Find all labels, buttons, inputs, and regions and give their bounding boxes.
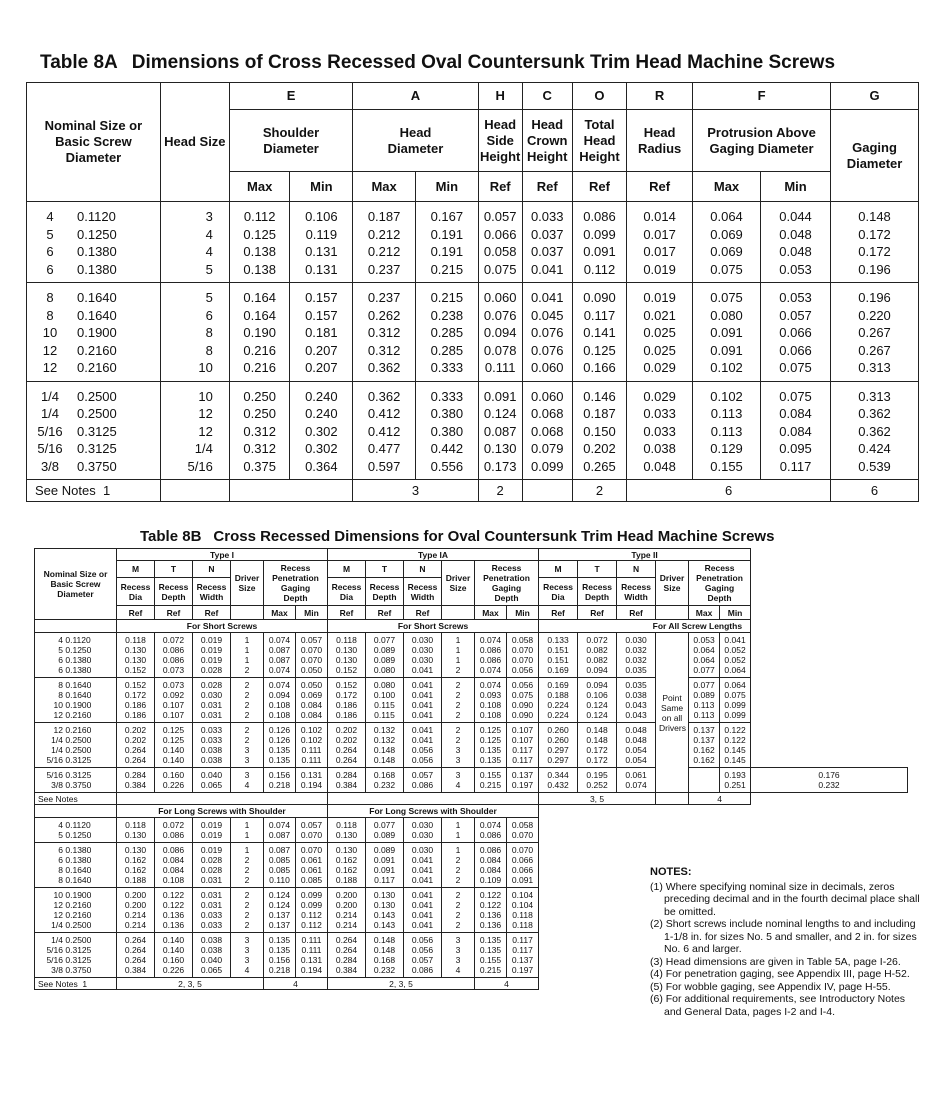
o-cell: 0.090 0.117 0.141 0.125 0.166 xyxy=(583,290,616,375)
t1a-m: M xyxy=(328,561,366,578)
cell: 0.148 0.148 0.172 0.172 xyxy=(586,725,608,765)
cell: 0.030 0.032 0.032 0.035 xyxy=(625,635,647,675)
header-protrusion: Protrusion Above Gaging Diameter xyxy=(693,110,831,172)
header-r-ref: Ref xyxy=(627,172,693,202)
e-max-cell: 0.112 0.125 0.138 0.138 xyxy=(243,209,276,277)
cell: 0.077 0.089 0.089 0.080 xyxy=(373,635,396,675)
table-row-group-2 xyxy=(27,283,919,382)
cell: 0.056 0.075 0.090 0.090 xyxy=(511,680,534,720)
max-label: Max xyxy=(264,606,296,620)
cell: 0.118 0.130 0.130 0.152 xyxy=(335,635,358,675)
cell: 0.099 0.099 0.112 0.112 xyxy=(300,890,323,930)
table-row-short-1 xyxy=(35,633,908,678)
cell: 0.074 0.087 0.087 0.074 xyxy=(268,635,291,675)
table-8a xyxy=(26,82,919,502)
cell: 0.086 0.084 0.084 0.109 xyxy=(479,845,502,885)
dia-cell: 0.1640 0.1640 0.1900 0.2160 0.2160 xyxy=(77,290,117,375)
g-cell: 0.313 0.362 0.362 0.424 0.539 xyxy=(858,388,891,474)
cell: 0.019 0.028 0.028 0.031 xyxy=(200,845,223,885)
e-max-cell: 0.164 0.164 0.190 0.216 0.216 xyxy=(243,290,276,375)
cell: 0.061 0.074 xyxy=(625,770,647,790)
table-row-short-3 xyxy=(35,723,908,768)
header-c-ref: Ref xyxy=(522,172,572,202)
note-item: (6) For additional requirements, see Introductory Notes and General Data, pages I-2 and I-4. xyxy=(650,993,906,1018)
header-head-size: Head Size xyxy=(160,83,229,202)
t2-recess-depth: Recess Depth xyxy=(578,578,617,606)
subheader-short-t1a: For Short Screws xyxy=(328,620,539,633)
cell: 0.104 0.104 0.118 0.118 xyxy=(511,890,534,930)
t8b-header-type1: Type I xyxy=(117,549,328,561)
t2-recess-width: Recess Width xyxy=(617,578,656,606)
cell: 0.284 0.384 xyxy=(124,770,147,790)
cell: 0.193 0.251 xyxy=(724,770,746,790)
table-row-group-3 xyxy=(27,381,919,480)
cell: 0.030 0.030 0.030 0.041 xyxy=(411,635,434,675)
table-row-long-1 xyxy=(35,818,908,843)
cell: 0.176 0.232 xyxy=(818,770,840,790)
driver-type2-note: Point Same on all Drivers xyxy=(659,692,686,733)
cell: 0.041 0.052 0.052 0.064 xyxy=(724,635,746,675)
a-min-cell: 0.167 0.191 0.191 0.215 xyxy=(430,209,464,277)
ref-label: Ref xyxy=(117,606,155,620)
cell: 0.087 0.085 0.085 0.110 xyxy=(268,845,291,885)
header-e: E xyxy=(229,83,352,110)
cell: 0.137 0.197 xyxy=(511,770,534,790)
subheader-long-t1a: For Long Screws with Shoulder xyxy=(328,805,539,818)
t1-t: T xyxy=(155,561,193,578)
size-cell: 1/4 1/4 5/16 5/16 3/8 xyxy=(37,388,63,474)
t2-mtn-ref: 3, 5 xyxy=(539,793,656,805)
cell: 0.019 0.019 xyxy=(200,820,223,840)
cell: 2 2 2 2 xyxy=(455,890,461,930)
subheader-all-lengths: For All Screw Lengths xyxy=(539,620,751,633)
header-head-crown-height: Head Crown Height xyxy=(522,110,572,172)
cell: 0.200 0.200 0.214 0.214 xyxy=(124,890,147,930)
t2-m: M xyxy=(539,561,578,578)
r-cell: 0.014 0.017 0.017 0.019 xyxy=(643,209,676,277)
header-gaging-diameter: Gaging Diameter xyxy=(831,110,919,202)
cell: 1 1 1 2 xyxy=(244,635,250,675)
cell: 0.152 0.172 0.186 0.186 xyxy=(335,680,358,720)
header-c: C xyxy=(522,83,572,110)
cell: 0.019 0.019 0.019 0.028 xyxy=(200,635,223,675)
cell: 0.030 0.030 xyxy=(411,820,434,840)
a-max-cell: 0.237 0.262 0.312 0.312 0.362 xyxy=(367,290,401,375)
cell: 2 2 2 2 xyxy=(455,680,461,720)
a-min-cell: 0.333 0.380 0.380 0.442 0.556 xyxy=(430,388,464,474)
cell: 0.074 0.086 0.086 0.074 xyxy=(479,635,502,675)
size-cell: 8 8 10 12 12 xyxy=(42,290,58,375)
header-nominal: Nominal Size or Basic Screw Diameter xyxy=(27,83,161,202)
header-shoulder-diameter: Shoulder Diameter xyxy=(229,110,352,172)
cell: 0.070 0.061 0.061 0.085 xyxy=(300,845,323,885)
size-cell: 10 12 12 1/4 xyxy=(51,890,63,930)
head-size-cell: 5 6 8 8 10 xyxy=(198,290,213,375)
header-head-diameter: Head Diameter xyxy=(353,110,478,172)
cell: 1 1 xyxy=(455,820,461,840)
cell: 0.058 0.070 xyxy=(511,820,534,840)
table-8b-title: Table 8B Cross Recessed Dimensions for Oval Countersunk Trim Head Machine Screws xyxy=(140,528,775,545)
cell: 0.132 0.132 0.148 0.148 xyxy=(373,725,396,765)
cell: 0.033 0.033 0.038 0.038 xyxy=(200,725,223,765)
dia-cell: 0.2500 0.3125 0.3125 0.3750 xyxy=(65,935,92,975)
c-cell: 0.060 0.068 0.068 0.079 0.099 xyxy=(530,388,564,474)
cell: 0.111 0.111 0.131 0.194 xyxy=(300,935,323,975)
cell: 0.260 0.260 0.297 0.297 xyxy=(547,725,569,765)
cell: 0.041 0.041 0.056 0.056 xyxy=(411,725,434,765)
cell: 0.077 0.089 0.113 0.113 xyxy=(693,680,715,720)
cell: 0.089 0.091 0.091 0.117 xyxy=(373,845,396,885)
t1-penetration: Recess Penetration Gaging Depth xyxy=(264,561,328,606)
cell: 0.130 0.162 0.162 0.188 xyxy=(124,845,147,885)
cell: 0.073 0.092 0.107 0.107 xyxy=(162,680,185,720)
size-cell: 4 5 6 6 xyxy=(58,635,63,675)
f-min-cell: 0.044 0.048 0.048 0.053 xyxy=(779,209,812,277)
cell: 1 2 2 2 xyxy=(455,845,461,885)
cell: 0.057 0.070 xyxy=(300,820,323,840)
r-cell: 0.029 0.033 0.033 0.038 0.048 xyxy=(643,388,676,474)
see-notes-label: See Notes xyxy=(35,483,96,498)
cell: 0.135 0.135 0.156 0.218 xyxy=(268,935,291,975)
ref-label: Ref xyxy=(366,606,404,620)
cell: 0.070 0.066 0.066 0.091 xyxy=(511,845,534,885)
note-ref-g: 6 xyxy=(831,480,919,502)
cell: 1 1 xyxy=(244,820,250,840)
cell: 0.135 0.135 0.155 0.215 xyxy=(479,935,502,975)
cell: 0.118 0.130 0.130 0.152 xyxy=(124,635,147,675)
t8b-header-type2: Type II xyxy=(539,549,751,561)
head-size-cell: 3 4 4 5 xyxy=(205,209,213,277)
dia-cell: 0.3125 0.3750 xyxy=(65,770,92,790)
dia-cell: 0.2160 0.2500 0.2500 0.3125 xyxy=(65,725,92,765)
cell: 0.074 0.086 xyxy=(479,820,502,840)
size-cell: 4 5 6 6 xyxy=(46,209,54,277)
cell: 0.130 0.130 0.143 0.143 xyxy=(373,890,396,930)
subheader-long-t1: For Long Screws with Shoulder xyxy=(117,805,328,818)
cell: 2 2 3 3 xyxy=(244,725,250,765)
cell: 0.118 0.130 xyxy=(124,820,147,840)
cell: 3 4 xyxy=(455,770,461,790)
notes-title: NOTES: xyxy=(650,866,692,878)
cell: 0.041 0.041 0.041 0.041 xyxy=(411,680,434,720)
t1-n: N xyxy=(193,561,231,578)
cell: 0.156 0.218 xyxy=(268,770,291,790)
cell: 1 1 1 2 xyxy=(455,635,461,675)
cell: 3 3 3 4 xyxy=(244,935,250,975)
t1a-recess-width: Recess Width xyxy=(404,578,442,606)
a-min-cell: 0.215 0.238 0.285 0.285 0.333 xyxy=(430,290,464,375)
ref-label: Ref xyxy=(193,606,231,620)
cell: 0.038 0.038 0.040 0.065 xyxy=(200,935,223,975)
note-item: (5) For wobble gaging, see Appendix IV, page H-55. xyxy=(650,980,891,993)
e-min-cell: 0.157 0.157 0.181 0.207 0.207 xyxy=(305,290,338,375)
header-e-min: Min xyxy=(290,172,353,202)
note-item: (4) For penetration gaging, see Appendix III, page H-52. xyxy=(650,968,910,980)
cell: 0.072 0.086 0.086 0.073 xyxy=(162,635,185,675)
cell: 0.072 0.086 xyxy=(162,820,185,840)
cell: 0.030 0.041 0.041 0.041 xyxy=(411,845,434,885)
note-ref-o: 2 xyxy=(572,480,626,502)
max-label: Max xyxy=(475,606,507,620)
o-cell: 0.146 0.187 0.150 0.202 0.265 xyxy=(583,388,616,474)
t1a-driver-size: Driver Size xyxy=(442,561,475,606)
cell: 0.058 0.070 0.070 0.056 xyxy=(511,635,534,675)
cell: 0.155 0.215 xyxy=(479,770,502,790)
t1a-t: T xyxy=(366,561,404,578)
cell: 0.195 0.252 xyxy=(586,770,608,790)
h-cell: 0.091 0.124 0.087 0.130 0.173 xyxy=(483,388,517,474)
cell: 0.072 0.082 0.082 0.094 xyxy=(586,635,608,675)
cell: 0.160 0.226 xyxy=(162,770,185,790)
cell: 0.152 0.172 0.186 0.186 xyxy=(124,680,147,720)
size-cell: 8 8 10 12 xyxy=(53,680,63,720)
cell: 0.122 0.122 0.136 0.136 xyxy=(479,890,502,930)
cell: 0.131 0.194 xyxy=(300,770,323,790)
cell: 0.284 0.384 xyxy=(335,770,358,790)
cell: 0.140 0.140 0.160 0.226 xyxy=(162,935,185,975)
cell: 0.168 0.232 xyxy=(373,770,396,790)
t1a-recess-dia: Recess Dia xyxy=(328,578,366,606)
notes-block xyxy=(650,866,920,1018)
ref-label: Ref xyxy=(328,606,366,620)
cell: 0.264 0.264 0.264 0.384 xyxy=(124,935,147,975)
table-row-group-1 xyxy=(27,202,919,283)
t2-t: T xyxy=(578,561,617,578)
note-ref-h: 2 xyxy=(478,480,522,502)
header-h-ref: Ref xyxy=(478,172,522,202)
t1-recess-dia: Recess Dia xyxy=(117,578,155,606)
cell: 2 2 2 2 xyxy=(244,680,250,720)
note-ref-a: 3 xyxy=(353,480,478,502)
o-cell: 0.086 0.099 0.091 0.112 xyxy=(583,209,616,277)
cell: 0.080 0.100 0.115 0.115 xyxy=(373,680,396,720)
cell: 0.117 0.117 0.137 0.197 xyxy=(511,935,534,975)
size-cell: 6 6 8 8 xyxy=(58,845,63,885)
dia-cell: 0.1120 0.1250 0.1380 0.1380 xyxy=(65,635,92,675)
header-r: R xyxy=(627,83,693,110)
dia-cell: 0.1120 0.1250 0.1380 0.1380 xyxy=(77,209,117,277)
a-max-cell: 0.187 0.212 0.212 0.237 xyxy=(367,209,401,277)
t1-driver-size: Driver Size xyxy=(231,561,264,606)
cell: 0.074 0.094 0.108 0.108 xyxy=(268,680,291,720)
header-o-ref: Ref xyxy=(572,172,626,202)
cell: 0.344 0.432 xyxy=(547,770,569,790)
h-cell: 0.057 0.066 0.058 0.075 xyxy=(483,209,517,277)
cell: 0.053 0.064 0.064 0.077 xyxy=(693,635,715,675)
t1a-pen-ref: 4 xyxy=(475,978,539,990)
cell: 0.077 0.089 xyxy=(373,820,396,840)
cell: 0.050 0.069 0.084 0.084 xyxy=(300,680,323,720)
header-f-max: Max xyxy=(693,172,761,202)
note-ref-f: 6 xyxy=(627,480,831,502)
cell: 0.125 0.125 0.135 0.135 xyxy=(479,725,502,765)
head-size-cell: 10 12 12 1/4 5/16 xyxy=(187,388,213,474)
ref-label: Ref xyxy=(539,606,578,620)
dia-cell: 0.2500 0.2500 0.3125 0.3125 0.3750 xyxy=(77,388,117,474)
cell: 0.118 0.130 xyxy=(335,820,358,840)
header-h: H xyxy=(478,83,522,110)
t1a-n: N xyxy=(404,561,442,578)
t1-mtn-ref: 2, 3, 5 xyxy=(117,978,264,990)
min-label: Min xyxy=(296,606,328,620)
cell: 0.148 0.148 0.168 0.232 xyxy=(373,935,396,975)
ref-label: Ref xyxy=(404,606,442,620)
cell: 0.125 0.125 0.140 0.140 xyxy=(162,725,185,765)
note-item: (2) Short screws include nominal lengths to and including 1-1/8 in. for sizes No. 5 and smaller, and 2 in. for sizes No. 6 and larger. xyxy=(650,918,917,955)
t1-m: M xyxy=(117,561,155,578)
min-label: Min xyxy=(507,606,539,620)
min-label: Min xyxy=(720,606,751,620)
e-max-cell: 0.250 0.250 0.312 0.312 0.375 xyxy=(243,388,276,474)
cell: 0.041 0.041 0.041 0.041 xyxy=(411,890,434,930)
size-cell: 5/16 3/8 xyxy=(46,770,63,790)
subheader-short-t1: For Short Screws xyxy=(117,620,328,633)
cell: 0.048 0.048 0.054 0.054 xyxy=(625,725,647,765)
t1-pen-ref: 4 xyxy=(264,978,328,990)
c-cell: 0.033 0.037 0.037 0.041 xyxy=(530,209,564,277)
g-cell: 0.196 0.220 0.267 0.267 0.313 xyxy=(858,290,891,375)
cell: 2 2 2 2 xyxy=(244,890,250,930)
cell: 0.086 0.084 0.084 0.108 xyxy=(162,845,185,885)
a-max-cell: 0.362 0.412 0.412 0.477 0.597 xyxy=(367,388,401,474)
cell: 0.130 0.162 0.162 0.188 xyxy=(335,845,358,885)
t2-recess-dia: Recess Dia xyxy=(539,578,578,606)
header-f-min: Min xyxy=(761,172,831,202)
dia-cell: 0.1120 0.1250 xyxy=(65,820,92,840)
table-row-short-4 xyxy=(35,768,908,793)
ref-label: Ref xyxy=(155,606,193,620)
cell: 3 4 xyxy=(244,770,250,790)
cell: 0.074 0.093 0.108 0.108 xyxy=(479,680,502,720)
dia-cell: 0.1640 0.1640 0.1900 0.2160 xyxy=(65,680,92,720)
header-total-head-height: Total Head Height xyxy=(572,110,626,172)
t2-penetration: Recess Penetration Gaging Depth xyxy=(689,561,751,606)
header-e-max: Max xyxy=(229,172,290,202)
table-8a-title: Table 8A Dimensions of Cross Recessed Oval Countersunk Trim Head Machine Screws xyxy=(40,52,836,73)
cell: 0.124 0.124 0.137 0.137 xyxy=(268,890,291,930)
max-label: Max xyxy=(689,606,720,620)
cell: 0.028 0.030 0.031 0.031 xyxy=(200,680,223,720)
c-cell: 0.041 0.045 0.076 0.076 0.060 xyxy=(530,290,564,375)
header-head-radius: Head Radius xyxy=(627,110,693,172)
e-min-cell: 0.106 0.119 0.131 0.131 xyxy=(305,209,338,277)
t1a-penetration: Recess Penetration Gaging Depth xyxy=(475,561,539,606)
cell: 0.202 0.202 0.264 0.264 xyxy=(335,725,358,765)
ref-label: Ref xyxy=(578,606,617,620)
cell: 0.056 0.056 0.057 0.086 xyxy=(411,935,434,975)
cell: 0.169 0.188 0.224 0.224 xyxy=(547,680,569,720)
size-cell: 1/4 5/16 5/16 3/8 xyxy=(46,935,63,975)
size-cell: 4 5 xyxy=(58,820,63,840)
t1-recess-depth: Recess Depth xyxy=(155,578,193,606)
header-head-side-height: Head Side Height xyxy=(478,110,522,172)
cell: 0.137 0.137 0.162 0.162 xyxy=(693,725,715,765)
cell: 1 2 2 2 xyxy=(244,845,250,885)
size-cell: 12 1/4 1/4 5/16 xyxy=(46,725,63,765)
f-min-cell: 0.075 0.084 0.084 0.095 0.117 xyxy=(779,388,812,474)
t1a-recess-depth: Recess Depth xyxy=(366,578,404,606)
t2-pen-ref: 4 xyxy=(689,793,751,805)
see-notes-short: See Notes xyxy=(35,793,117,805)
cell: 0.122 0.122 0.145 0.145 xyxy=(724,725,746,765)
cell: 0.031 0.031 0.033 0.033 xyxy=(200,890,223,930)
f-max-cell: 0.102 0.113 0.113 0.129 0.155 xyxy=(710,388,743,474)
note-item: (3) Head dimensions are given in Table 5A, page I-26. xyxy=(650,955,901,968)
cell: 0.040 0.065 xyxy=(200,770,223,790)
see-notes-row xyxy=(27,480,919,502)
t8b-header-type1a: Type IA xyxy=(328,549,539,561)
f-max-cell: 0.075 0.080 0.091 0.091 0.102 xyxy=(710,290,743,375)
see-notes-long: See Notes 1 xyxy=(35,978,117,990)
r-cell: 0.019 0.021 0.025 0.025 0.029 xyxy=(643,290,676,375)
cell: 3 3 3 4 xyxy=(455,935,461,975)
cell: 0.200 0.200 0.214 0.214 xyxy=(335,890,358,930)
cell: 0.133 0.151 0.151 0.169 xyxy=(547,635,569,675)
cell: 2 2 3 3 xyxy=(455,725,461,765)
ref-label: Ref xyxy=(617,606,656,620)
see-notes-short-row xyxy=(35,793,908,805)
cell: 0.057 0.086 xyxy=(411,770,434,790)
table-row-short-2 xyxy=(35,678,908,723)
cell: 0.057 0.070 0.070 0.050 xyxy=(300,635,323,675)
g-cell: 0.148 0.172 0.172 0.196 xyxy=(858,209,891,277)
header-a: A xyxy=(353,83,478,110)
cell: 0.102 0.102 0.111 0.111 xyxy=(300,725,323,765)
cell: 0.074 0.087 xyxy=(268,820,291,840)
f-min-cell: 0.053 0.057 0.066 0.066 0.075 xyxy=(779,290,812,375)
cell: 0.202 0.202 0.264 0.264 xyxy=(124,725,147,765)
header-o: O xyxy=(572,83,626,110)
f-max-cell: 0.064 0.069 0.069 0.075 xyxy=(710,209,743,277)
note-item: (1) Where specifying nominal size in decimals, zeros preceding decimal and in the fourth decimal place shall be omitted. xyxy=(650,880,920,918)
e-min-cell: 0.240 0.240 0.302 0.302 0.364 xyxy=(305,388,338,474)
dia-cell: 0.1900 0.2160 0.2160 0.2500 xyxy=(65,890,92,930)
cell: 0.264 0.264 0.284 0.384 xyxy=(335,935,358,975)
header-a-max: Max xyxy=(353,172,416,202)
cell: 0.035 0.038 0.043 0.043 xyxy=(625,680,647,720)
t8b-header-nominal: Nominal Size or Basic Screw Diameter xyxy=(35,549,117,620)
cell: 0.094 0.106 0.124 0.124 xyxy=(586,680,608,720)
cell: 0.107 0.107 0.117 0.117 xyxy=(511,725,534,765)
header-f: F xyxy=(693,83,831,110)
t1a-mtn-ref: 2, 3, 5 xyxy=(328,978,475,990)
header-a-min: Min xyxy=(415,172,478,202)
note-ref-nominal: 1 xyxy=(102,483,111,498)
dia-cell: 0.1380 0.1380 0.1640 0.1640 xyxy=(65,845,92,885)
t2-n: N xyxy=(617,561,656,578)
h-cell: 0.060 0.076 0.094 0.078 0.111 xyxy=(483,290,517,375)
cell: 0.126 0.126 0.135 0.135 xyxy=(268,725,291,765)
t1-recess-width: Recess Width xyxy=(193,578,231,606)
cell: 0.122 0.122 0.136 0.136 xyxy=(162,890,185,930)
header-g: G xyxy=(831,83,919,110)
cell: 0.064 0.075 0.099 0.099 xyxy=(724,680,746,720)
t2-driver-size: Driver Size xyxy=(656,561,689,606)
